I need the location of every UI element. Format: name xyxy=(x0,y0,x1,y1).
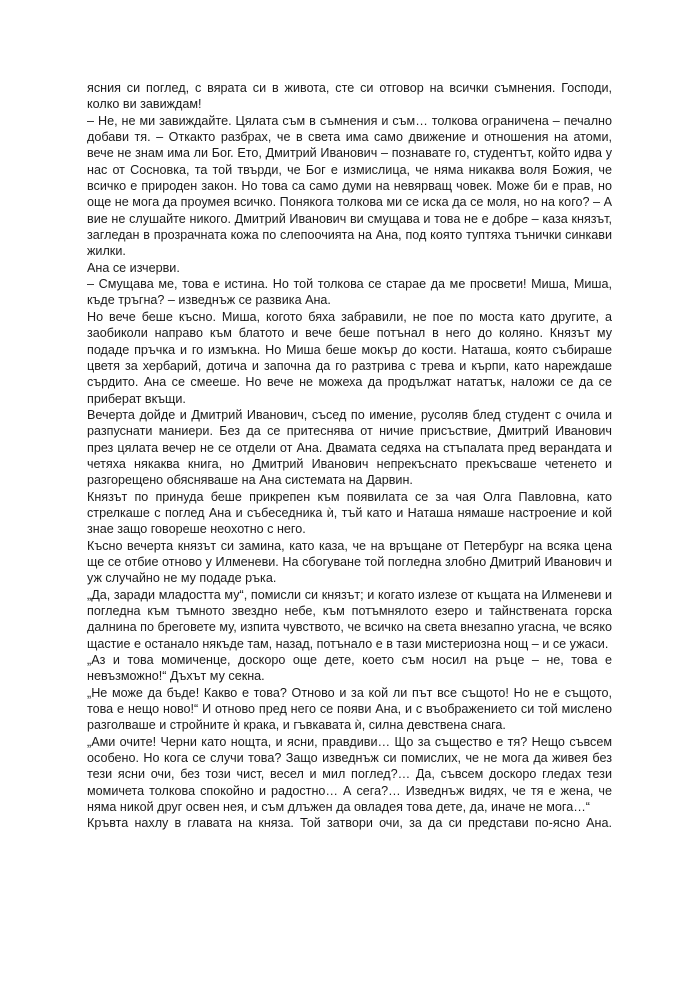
page-text xyxy=(87,80,612,832)
paragraph: Но вече беше късно. Миша, когото бяха забравили, не пое по моста като другите, а заобиколи направо към блатото и вече беше потънал в него до коляно. Князът му подаде пръчка и го измъкна. Но Миша беше мокър до кости. Наташа, която събираше цветя за хербарий, дотича и започна да го разтрива с трева и кърпи, като нареждаше сърдито. Ана се смееше. Но вече не можеха да продължат нататък, наложи се да се приберат вкъщи. xyxy=(87,309,612,406)
paragraph: „Ами очите! Черни като нощта, и ясни, правдиви… Що за същество е тя? Нещо съвсем особено. Но кога се случи това? Защо изведнъж си помислих, че не мога да живея без тези ясни очи, без този чист, весел и мил поглед?… Да, съвсем доскоро гледах тези момичета толкова спокойно и радостно… А сега?… Изведнъж видях, че тя е жена, че няма никой друг освен нея, и съм длъжен да овладея това дете, да, иначе не мога…“ xyxy=(87,734,612,815)
paragraph: ясния си поглед, с вярата си в живота, сте си отговор на всички съмнения. Господи, колко ви завиждам! xyxy=(87,81,612,112)
paragraph: „Не може да бъде! Какво е това? Отново и за кой ли път все същото! Но не е същото, това е нещо ново!“ И отново пред него се появи Ана, и с въображението си той мислено разголваше и стройните ѝ крака, и гъвкавата ѝ, силна девствена снага. xyxy=(87,685,612,733)
paragraph: Вечерта дойде и Дмитрий Иванович, съсед по имение, русоляв блед студент с очила и разпуснати маниери. Без да се притеснява от ничие присъствие, Дмитрий Иванович през цялата вечер не се отдели от Ана. Двамата седяха на стъпалата пред верандата и четяха някаква книга, но Дмитрий Иванович непрекъснато прекъсваше четенето и разгорещено обясняваше на Ана системата на Дарвин. xyxy=(87,407,612,488)
paragraph: Късно вечерта князът си замина, като каза, че на връщане от Петербург на всяка цена ще се отбие отново у Илменеви. На сбогуване той погледна злобно Дмитрий Иванович и уж случайно не му подаде ръка. xyxy=(87,538,612,586)
paragraph: – Смущава ме, това е истина. Но той толкова се старае да ме просвети! Миша, Миша, къде тръгна? – изведнъж се развика Ана. xyxy=(87,277,612,308)
paragraph: Кръвта нахлу в главата на княза. Той затвори очи, за да си представи по-ясно Ана. xyxy=(87,816,612,831)
paragraph: Ана се изчерви. xyxy=(87,260,180,275)
paragraph: „Да, заради младостта му“, помисли си князът; и когато излезе от къщата на Илменеви и погледна към тъмното звездно небе, към потъмнялото езеро и тайнствената горска далнина по бреговете му, изпита чувството, че всичко на света внезапно угасна, че всяко щастие е останало някъде там, назад, потънало е в тази мистериозна нощ – и се ужаси. xyxy=(87,587,612,651)
paragraph: Князът по принуда беше прикрепен към появилата се за чая Олга Павловна, като стрелкаше с поглед Ана и събеседника ѝ, тъй като и Наташа нямаше настроение и кой знае защо говореше неохотно с него. xyxy=(87,489,612,537)
paragraph: „Аз и това момиченце, доскоро още дете, което съм носил на ръце – не, това е невъзможно!“ Дъхът му секна. xyxy=(87,653,612,684)
paragraph: – Не, не ми завиждайте. Цялата съм в съмнения и съм… толкова ограничена – печално добави тя. – Откакто разбрах, че в света има само движение и отношения на атоми, вече не знам има ли Бог. Ето, Дмитрий Иванович – познавате го, студентът, който идва у нас от Сосновка, та той твърди, че Бог е измислица, че няма никаква воля Божия, че всичко е природен закон. Но това са само думи на невярващ човек. Може би е прав, но още не мога да проумея всичко. Понякога толкова ми се иска да се моля, но на кого? – А вие не слушайте никого. Дмитрий Иванович ви смущава и това не е добре – каза князът, загледан в прозрачната кожа по слепоочията на Ана, под която туптяха тънички синкави жилки. xyxy=(87,113,612,259)
